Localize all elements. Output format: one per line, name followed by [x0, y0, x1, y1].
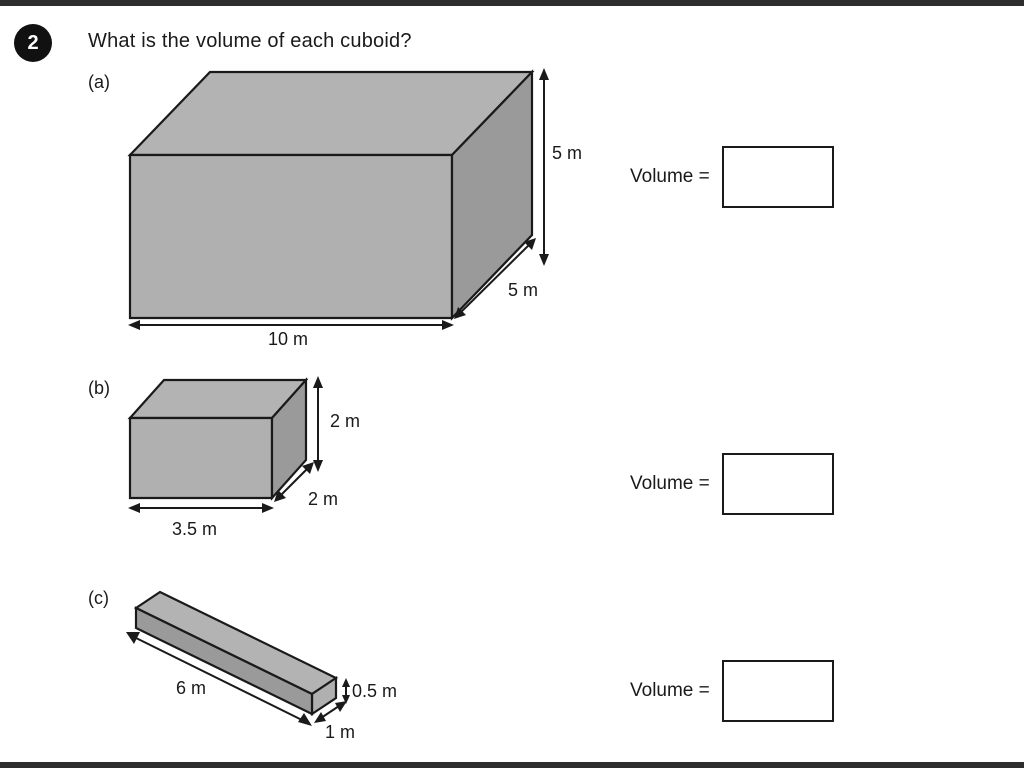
page-edge-bottom — [0, 762, 1024, 768]
answer-row-b — [630, 453, 834, 515]
answer-row-a — [630, 146, 834, 208]
dimension-arrow-height-a — [539, 68, 549, 266]
dimension-arrow-height-b — [313, 376, 323, 472]
question-text: What is the volume of each cuboid? — [88, 30, 412, 52]
dimension-label-depth-c: 1 m — [325, 722, 356, 742]
dimension-label-depth-b: 2 m — [308, 489, 339, 509]
page-edge-top — [0, 0, 1024, 6]
dimension-label-width-b: 3.5 m — [172, 519, 218, 539]
part-label-c: (c) — [88, 588, 109, 608]
question-number-badge: 2 — [14, 24, 52, 62]
part-label-a: (a) — [88, 72, 110, 92]
dimension-label-depth-a: 5 m — [508, 280, 539, 300]
volume-label-c: Volume = — [630, 680, 710, 701]
dimension-label-width-a: 10 m — [268, 329, 309, 349]
part-label-b: (b) — [88, 378, 110, 398]
dimension-arrow-width-b — [128, 503, 274, 513]
dimension-label-height-a: 5 m — [552, 143, 583, 163]
dimension-arrow-height-c — [342, 678, 350, 704]
volume-answer-box-b[interactable] — [722, 453, 834, 515]
dimension-label-height-c: 0.5 m — [352, 681, 398, 701]
cuboid-figure-b — [118, 368, 418, 528]
volume-label-a: Volume = — [630, 166, 710, 187]
volume-label-b: Volume = — [630, 473, 710, 494]
volume-answer-box-a[interactable] — [722, 146, 834, 208]
answer-row-c — [630, 660, 834, 722]
cuboid-figure-c — [118, 580, 438, 750]
dimension-label-length-c: 6 m — [176, 678, 207, 698]
volume-answer-box-c[interactable] — [722, 660, 834, 722]
dimension-label-height-b: 2 m — [330, 411, 361, 431]
